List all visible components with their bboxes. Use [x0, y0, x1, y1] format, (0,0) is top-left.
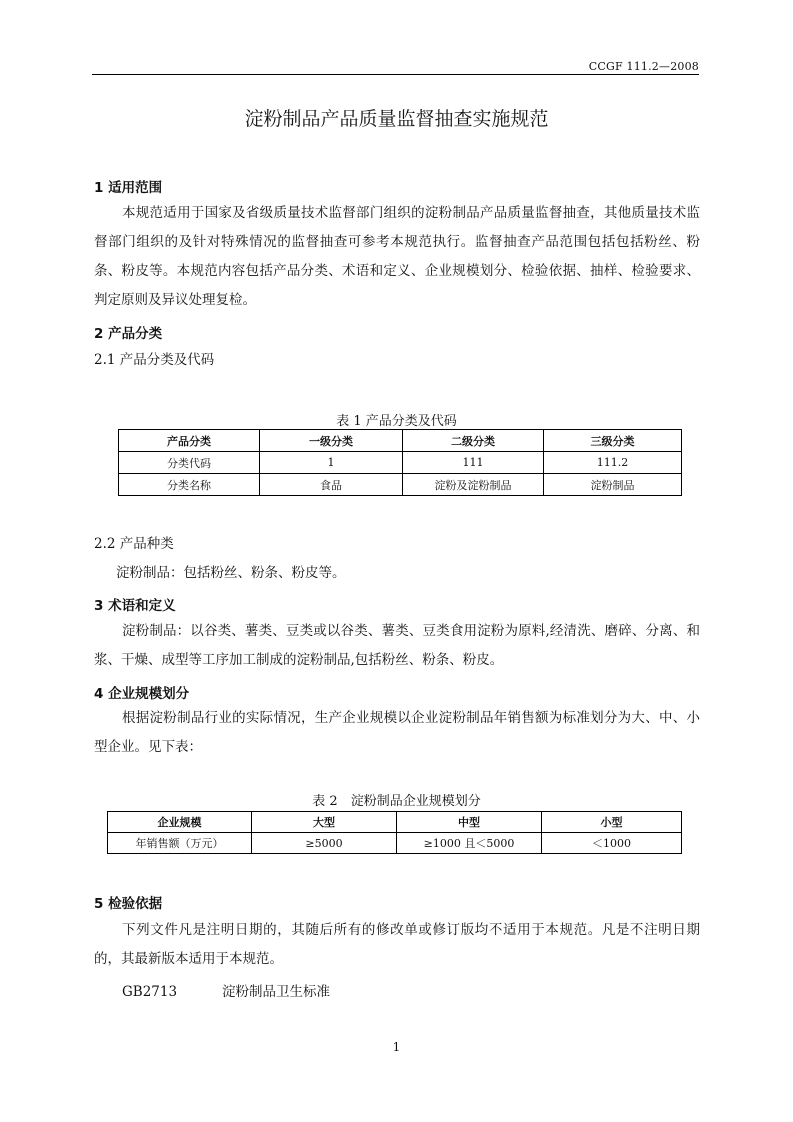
header-rule	[92, 74, 699, 75]
table-header-cell: 小型	[542, 812, 682, 833]
table-1-caption: 表 1 产品分类及代码	[336, 414, 457, 429]
table-cell: 淀粉制品	[544, 474, 682, 496]
table-row	[108, 833, 682, 854]
section-2-2-body: 淀粉制品：包括粉丝、粉条、粉皮等。	[116, 565, 346, 581]
table-cell: 分类名称	[119, 474, 260, 496]
table-cell: ≥5000	[252, 833, 397, 854]
table-header-cell: 二级分类	[403, 430, 544, 452]
table-header-cell: 中型	[397, 812, 542, 833]
section-2-heading: 2 产品分类	[94, 326, 163, 342]
section-1-body: 本规范适用于国家及省级质量技术监督部门组织的淀粉制品产品质量监督抽查，其他质量技术监督部门组织的及针对特殊情况的监督抽查可参考本规范执行。监督抽查产品范围包括包括粉丝、粉条、粉皮等。本规范内容包括产品分类、术语和定义、企业规模划分、检验依据、抽样、检验要求、判定原则及异议处理复检。	[94, 205, 700, 308]
table-cell: ＜1000	[542, 833, 682, 854]
table-2-caption: 表 2 淀粉制品企业规模划分	[312, 794, 481, 809]
reference-entry	[94, 982, 700, 1002]
table-header-cell: 三级分类	[544, 430, 682, 452]
section-4-body: 根据淀粉制品行业的实际情况，生产企业规模以企业淀粉制品年销售额为标准划分为大、中、小型企业。见下表：	[94, 710, 700, 755]
reference-title: 淀粉制品卫生标准	[222, 984, 330, 1000]
table-cell: 分类代码	[119, 452, 260, 474]
table-header-cell: 大型	[252, 812, 397, 833]
table-header-cell: 产品分类	[119, 430, 260, 452]
section-5-body: 下列文件凡是注明日期的，其随后所有的修改单或修订版均不适用于本规范。凡是不注明日期的，其最新版本适用于本规范。	[94, 922, 700, 967]
section-3-body: 淀粉制品：以谷类、薯类、豆类或以谷类、薯类、豆类食用淀粉为原料,经清洗、磨碎、分离、和浆、干燥、成型等工序加工制成的淀粉制品,包括粉丝、粉条、粉皮。	[94, 623, 700, 668]
table-header-row	[119, 430, 682, 452]
enterprise-scale-table	[107, 811, 682, 854]
table-cell: 1	[260, 452, 403, 474]
document-title: 淀粉制品产品质量监督抽查实施规范	[244, 108, 549, 130]
section-3-heading: 3 术语和定义	[94, 598, 176, 614]
table-cell: 111	[403, 452, 544, 474]
page-number: 1	[392, 1040, 401, 1054]
section-2-2-heading: 2.2 产品种类	[94, 536, 174, 552]
table-row	[119, 474, 682, 496]
table-cell: 淀粉及淀粉制品	[403, 474, 544, 496]
reference-code: GB2713	[122, 984, 178, 1000]
section-4-heading: 4 企业规模划分	[94, 686, 190, 702]
section-1-heading: 1 适用范围	[94, 180, 163, 196]
table-header-cell: 企业规模	[108, 812, 252, 833]
table-header-cell: 一级分类	[260, 430, 403, 452]
table-cell: 食品	[260, 474, 403, 496]
table-row	[119, 452, 682, 474]
table-cell: 年销售额（万元）	[108, 833, 252, 854]
document-code: CCGF 111.2—2008	[588, 60, 699, 73]
product-classification-table	[118, 429, 682, 496]
table-cell: ≥1000 且＜5000	[397, 833, 542, 854]
table-cell: 111.2	[544, 452, 682, 474]
section-5-heading: 5 检验依据	[94, 896, 163, 912]
section-2-1-heading: 2.1 产品分类及代码	[94, 352, 215, 368]
table-header-row	[108, 812, 682, 833]
